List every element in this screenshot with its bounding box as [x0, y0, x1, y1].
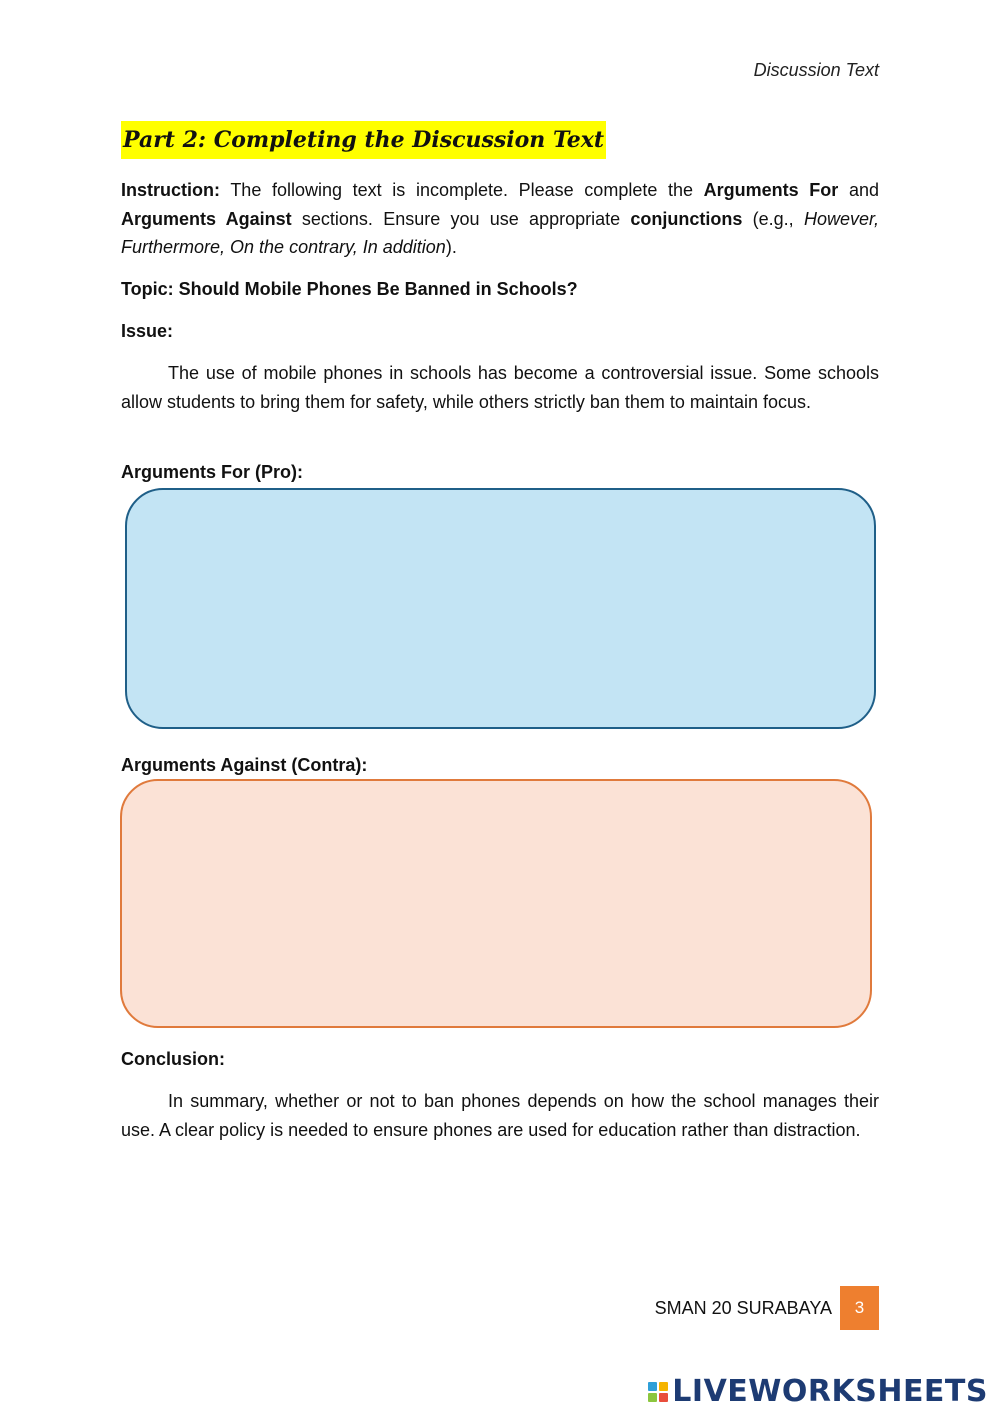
instruction-label: Instruction:: [121, 180, 220, 200]
instruction-bold-1: Arguments For: [703, 180, 839, 200]
brand-name: LIVEWORKSHEETS: [672, 1374, 988, 1409]
instruction-text-1: The following text is incomplete. Please complete the: [220, 180, 704, 200]
instruction-text-3: sections. Ensure you use appropriate: [291, 208, 631, 229]
header-title: Discussion Text: [753, 60, 879, 80]
arguments-against-input-box[interactable]: [120, 779, 872, 1028]
arguments-for-label: Arguments For (Pro):: [121, 462, 303, 482]
issue-text: The use of mobile phones in schools has become a controversial issue. Some schools allow students to bring them for safety, while others strictly ban them to maintain focus.: [121, 363, 879, 412]
topic-heading: Topic: Should Mobile Phones Be Banned in Schools?: [121, 279, 578, 299]
footer-school-name: SMAN 20 SURABAYA: [654, 1298, 832, 1318]
instruction-paragraph: [121, 176, 879, 262]
part-title: Part 2: Completing the Discussion Text: [121, 121, 606, 159]
arguments-against-label: Arguments Against (Contra):: [121, 755, 368, 775]
conclusion-label: Conclusion:: [121, 1049, 225, 1069]
instruction-text-4: (e.g.,: [742, 208, 804, 229]
instruction-bold-2: Arguments Against: [121, 208, 292, 229]
instruction-text-5: ).: [445, 237, 457, 257]
page-number-badge: 3: [840, 1286, 879, 1330]
instruction-examples: However, Furthermore, On the contrary, In addition: [121, 208, 879, 257]
instruction-bold-3: conjunctions: [630, 208, 743, 229]
instruction-text-2: and: [838, 180, 879, 200]
arguments-for-input-box[interactable]: [125, 488, 876, 729]
conclusion-text: In summary, whether or not to ban phones depends on how the school manages their use. A clear policy is needed to ensure phones are used for education rather than distraction.: [121, 1091, 879, 1140]
issue-label: Issue:: [121, 321, 174, 341]
liveworksheets-brand[interactable]: [648, 1374, 988, 1409]
liveworksheets-logo-icon: [648, 1382, 668, 1402]
